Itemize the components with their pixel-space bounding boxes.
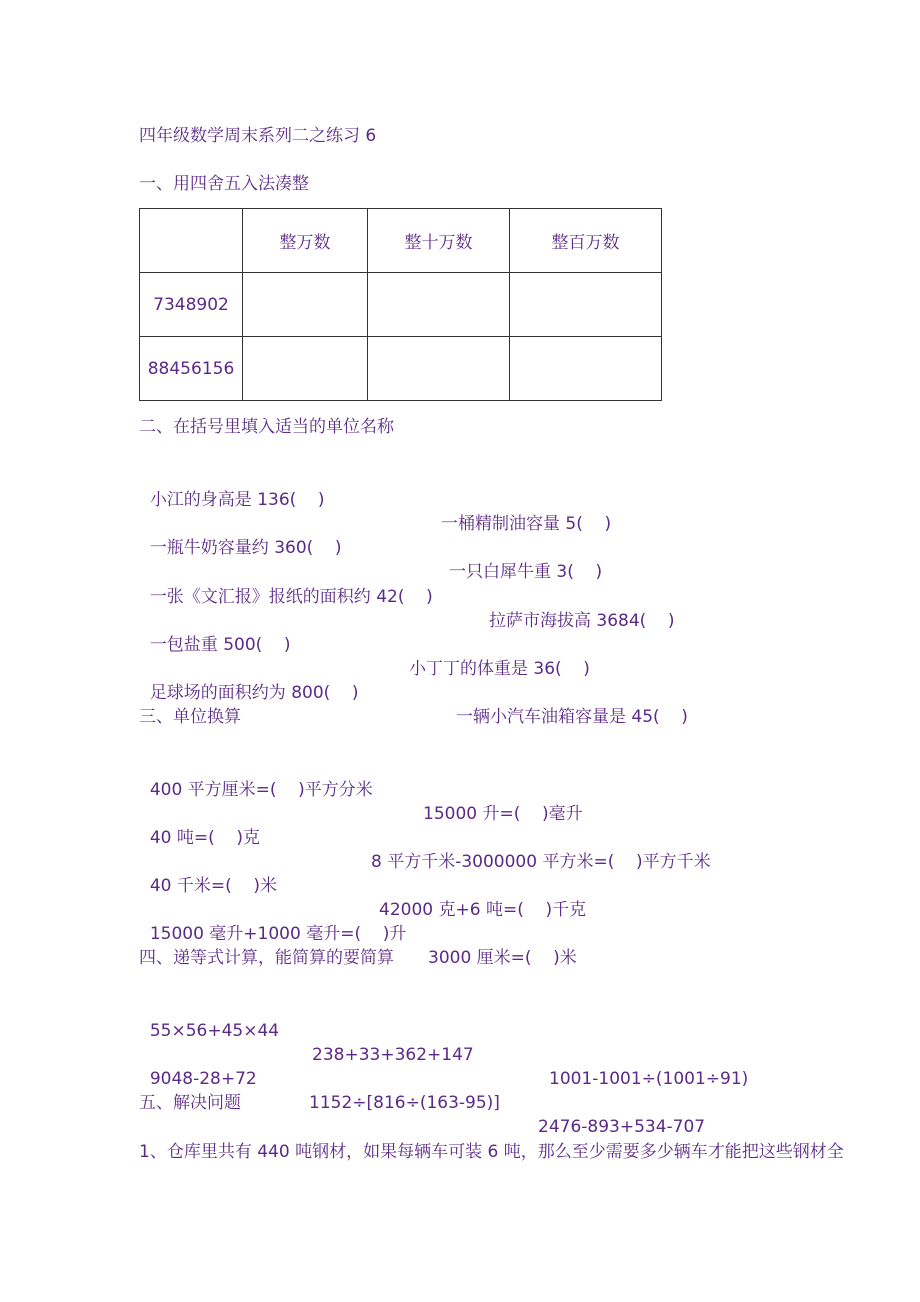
- page-title: 四年级数学周末系列二之练习 6: [139, 126, 377, 146]
- conversion-question: 3000 厘米=( )米: [428, 948, 577, 968]
- unit-question: 拉萨市海拔高 3684( ): [489, 611, 675, 631]
- table-cell-answer[interactable]: [243, 337, 368, 401]
- calculation-expression: 1001-1001÷(1001÷91): [549, 1069, 749, 1089]
- section2-heading: 二、在括号里填入适当的单位名称: [139, 417, 394, 437]
- table-cell-answer[interactable]: [368, 337, 510, 401]
- unit-question: 足球场的面积约为 800( ): [149, 683, 359, 703]
- section3-heading: 三、单位换算: [139, 707, 241, 727]
- calculation-expression: 55×56+45×44: [149, 1021, 280, 1041]
- unit-question: 一张《文汇报》报纸的面积约 42( ): [149, 587, 433, 607]
- section4-heading: 四、递等式计算，能简算的要简算: [139, 948, 394, 968]
- table-row: [140, 337, 662, 401]
- conversion-question: 8 平方千米-3000000 平方米=( )平方千米: [371, 852, 711, 872]
- table-cell-answer[interactable]: [243, 273, 368, 337]
- table-header-row: [140, 209, 662, 273]
- table-header-cell: 整十万数: [368, 209, 510, 273]
- calculation-row: [139, 1043, 899, 1139]
- table-cell-answer[interactable]: [510, 337, 662, 401]
- table-row: [140, 273, 662, 337]
- conversion-question: 400 平方厘米=( )平方分米: [149, 780, 373, 800]
- rounding-table: [139, 208, 662, 401]
- table-header-cell: 整百万数: [510, 209, 662, 273]
- calculation-expression: 2476-893+534-707: [538, 1117, 706, 1137]
- conversion-question: 40 吨=( )克: [149, 828, 260, 848]
- calculation-expression: 1152÷[816÷(163-95)]: [309, 1093, 500, 1113]
- conversion-question: 15000 毫升+1000 毫升=( )升: [149, 924, 407, 944]
- conversion-question: 15000 升=( )毫升: [423, 804, 583, 824]
- unit-question: 小江的身高是 136( ): [149, 490, 325, 510]
- table-cell-number: 7348902: [140, 273, 243, 337]
- unit-question: 一辆小汽车油箱容量是 45( ): [456, 707, 688, 727]
- unit-question: 一瓶牛奶容量约 360( ): [149, 538, 342, 558]
- table-cell-number: 88456156: [140, 337, 243, 401]
- table-header-cell: [140, 209, 243, 273]
- unit-question: 一包盐重 500( ): [149, 635, 291, 655]
- conversion-question: 40 千米=( )米: [149, 876, 277, 896]
- calculation-expression: 238+33+362+147: [312, 1045, 474, 1065]
- calculation-expression: 9048-28+72: [149, 1069, 257, 1089]
- table-cell-answer[interactable]: [368, 273, 510, 337]
- conversion-question: 42000 克+6 吨=( )千克: [379, 900, 587, 920]
- problem-1: 1、仓库里共有 440 吨钢材，如果每辆车可装 6 吨，那么至少需要多少辆车才能把这些钢材全: [139, 1142, 844, 1162]
- table-header-cell: 整万数: [243, 209, 368, 273]
- unit-question: 一桶精制油容量 5( ): [441, 514, 612, 534]
- section5-heading: 五、解决问题: [139, 1093, 241, 1113]
- unit-question: 一只白犀牛重 3( ): [449, 562, 603, 582]
- table-cell-answer[interactable]: [510, 273, 662, 337]
- unit-question: 小丁丁的体重是 36( ): [409, 659, 590, 679]
- unit-question-row: [139, 657, 899, 729]
- section1-heading: 一、用四舍五入法凑整: [139, 174, 309, 194]
